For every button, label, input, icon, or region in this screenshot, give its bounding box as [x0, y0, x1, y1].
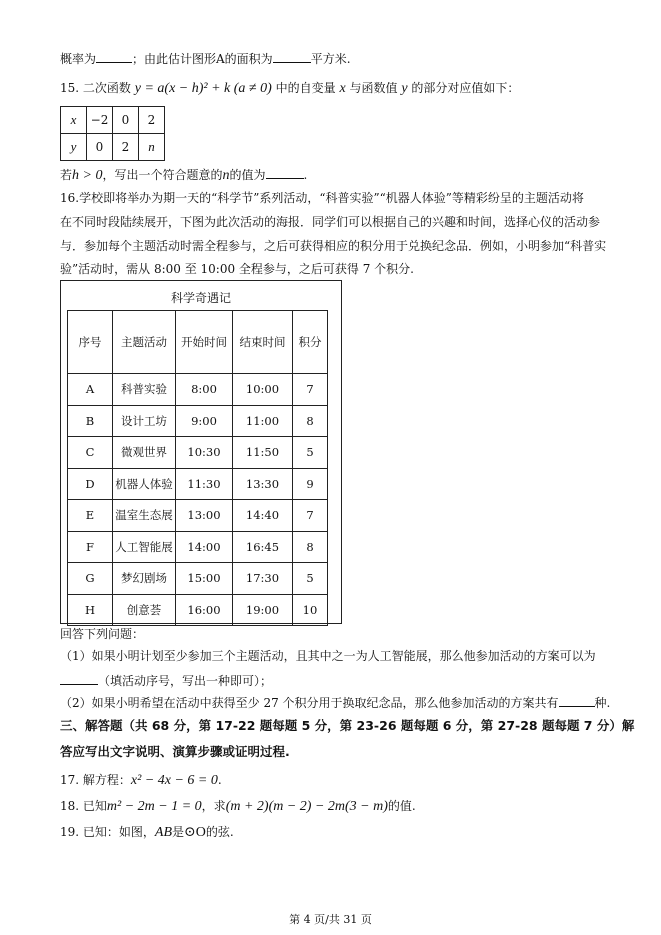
table-row	[68, 531, 328, 563]
table-cell: 8	[293, 531, 328, 563]
table-row	[68, 405, 328, 437]
table-cell: F	[68, 531, 113, 563]
table-cell: 10	[293, 594, 328, 626]
table-cell: 7	[293, 374, 328, 406]
header-start-time: 开始时间	[176, 311, 233, 374]
schedule-table	[67, 310, 328, 626]
header-index: 序号	[68, 311, 113, 374]
poster-title: 科学奇遇记	[170, 291, 231, 305]
q15-text-c: 与函数值	[349, 81, 398, 95]
q16-line-1: 16.学校即将举办为期一天的“科学节”系列活动，“科普实验”“机器人体验”等精彩纷呈的主题活动将	[60, 191, 584, 205]
table-cell: 15:00	[176, 563, 233, 595]
table-cell: 11:50	[233, 437, 293, 469]
table-cell: E	[68, 500, 113, 532]
table-cell: 16:45	[233, 531, 293, 563]
table-cell: A	[68, 374, 113, 406]
q18-condition: m² − 2m − 1 = 0	[106, 799, 202, 814]
q19-text-c: 的弦.	[205, 825, 234, 839]
q17-text: 17. 解方程：	[60, 773, 131, 787]
q14-blank-1[interactable]	[96, 50, 132, 63]
table-cell: 11:00	[233, 405, 293, 437]
q15-text-b: 中的自变量	[275, 81, 336, 95]
q18-text-c: 的值.	[387, 799, 416, 813]
q16-answer-intro: 回答下列问题：	[60, 627, 145, 641]
table-row	[68, 594, 328, 626]
table-cell: 微观世界	[113, 437, 176, 469]
q19-segment: AB	[154, 825, 173, 840]
table-cell: 科普实验	[113, 374, 176, 406]
q15-formula: y = a(x − h)² + k (a ≠ 0)	[134, 81, 272, 96]
table-header-row	[68, 311, 328, 374]
q16-line-2: 在不同时段陆续展开，下图为此次活动的海报．同学们可以根据自己的兴趣和时间，选择心仪的活动参	[60, 215, 601, 229]
q15-value-table	[60, 106, 165, 161]
q14-suffix: 平方米.	[310, 52, 351, 66]
table-cell: 2	[113, 134, 139, 161]
q19-text-b: 是	[172, 825, 185, 839]
q16-sub1-blank[interactable]	[60, 672, 98, 685]
table-cell: C	[68, 437, 113, 469]
q17-end: .	[217, 773, 222, 787]
table-cell: 2	[139, 107, 165, 134]
q18-text-b: ，求	[201, 799, 226, 813]
q16-sub1-text: （填活动序号，写出一种即可）；	[98, 674, 273, 688]
table-cell: 0	[113, 107, 139, 134]
q18-expression: (m + 2)(m − 2) − 2m(3 − m)	[225, 799, 388, 814]
table-cell: 0	[87, 134, 113, 161]
page-number-footer: 第 4 页/共 31 页	[289, 913, 372, 926]
table-cell: 温室生态展	[113, 500, 176, 532]
q14-middle: ；由此估计图形A的面积为	[132, 52, 273, 66]
q17-line	[60, 772, 222, 789]
q19-line	[60, 824, 234, 841]
q15-answer-blank[interactable]	[266, 166, 304, 179]
table-cell: 19:00	[233, 594, 293, 626]
q15-cond-end: .	[303, 168, 308, 182]
q18-line	[60, 798, 416, 815]
table-cell: 13:30	[233, 468, 293, 500]
table-cell: 14:40	[233, 500, 293, 532]
q16-sub1-line-2	[60, 672, 272, 689]
q16-line-3: 与．参加每个主题活动时需全程参与，之后可获得相应的积分用于兑换纪念品．例如，小明参加“科普实	[60, 239, 607, 253]
table-cell: x	[61, 107, 87, 134]
table-row	[68, 500, 328, 532]
table-cell: 设计工坊	[113, 405, 176, 437]
table-cell: 梦幻剧场	[113, 563, 176, 595]
q15-var-y: y	[401, 81, 408, 96]
header-points: 积分	[293, 311, 328, 374]
section3-heading-line-2: 答应写出文字说明、演算步骤或证明过程.	[60, 744, 290, 759]
q15-cond-a: 若	[60, 168, 73, 182]
table-cell: 11:30	[176, 468, 233, 500]
q16-sub2-text: （2）如果小明希望在活动中获得至少 27 个积分用于换取纪念品，那么他参加活动的方案共有	[60, 696, 559, 710]
q14-prefix: 概率为	[60, 52, 97, 66]
table-cell: 14:00	[176, 531, 233, 563]
table-cell: 人工智能展	[113, 531, 176, 563]
table-row	[61, 107, 165, 134]
q16-sub1-line-1: （1）如果小明计划至少参加三个主题活动，且其中之一为人工智能展，那么他参加活动的方案可以为	[60, 649, 596, 663]
header-activity: 主题活动	[113, 311, 176, 374]
q15-text-a: 二次函数	[82, 81, 131, 95]
table-row	[68, 563, 328, 595]
q14-line	[60, 50, 351, 67]
q17-formula: x² − 4x − 6 = 0	[130, 773, 218, 788]
table-cell: 机器人体验	[113, 468, 176, 500]
table-cell: 创意荟	[113, 594, 176, 626]
section3-heading-line-1: 三、解答题（共 68 分，第 17-22 题每题 5 分，第 23-26 题每题 6 分，第 27-28 题每题 7 分）解	[60, 718, 635, 733]
header-end-time: 结束时间	[233, 311, 293, 374]
table-cell: 13:00	[176, 500, 233, 532]
table-cell: −2	[87, 107, 113, 134]
q19-circle: ⊙O	[184, 825, 206, 840]
table-cell: 9	[293, 468, 328, 500]
table-cell: H	[68, 594, 113, 626]
q15-var-x: x	[339, 81, 346, 96]
table-row	[68, 468, 328, 500]
table-cell: 17:30	[233, 563, 293, 595]
q15-statement	[60, 80, 519, 97]
table-cell: 8:00	[176, 374, 233, 406]
table-cell: 16:00	[176, 594, 233, 626]
activity-poster	[60, 280, 342, 624]
q15-number: 15.	[60, 81, 80, 95]
q15-cond-math: h > 0	[72, 168, 103, 183]
q16-sub2-line	[60, 694, 610, 711]
q14-blank-2[interactable]	[273, 50, 311, 63]
table-row	[68, 374, 328, 406]
q19-text-a: 19. 已知：如图，	[60, 825, 155, 839]
q15-cond-c: 的值为	[229, 168, 266, 182]
table-row	[61, 134, 165, 161]
q16-line-4: 验”活动时，需从 8:00 至 10:00 全程参与，之后可获得 7 个积分.	[60, 262, 415, 276]
q16-sub2-end: 种.	[594, 696, 611, 710]
table-cell: 7	[293, 500, 328, 532]
q15-text-d: 的部分对应值如下：	[411, 81, 520, 95]
table-cell: G	[68, 563, 113, 595]
table-cell: 9:00	[176, 405, 233, 437]
table-cell: 8	[293, 405, 328, 437]
table-cell: y	[61, 134, 87, 161]
table-cell: 10:30	[176, 437, 233, 469]
table-row	[68, 437, 328, 469]
table-cell: n	[139, 134, 165, 161]
q15-cond-var: n	[222, 168, 230, 183]
table-cell: B	[68, 405, 113, 437]
table-cell: 5	[293, 437, 328, 469]
q18-text-a: 18. 已知	[60, 799, 107, 813]
table-cell: 5	[293, 563, 328, 595]
q15-condition	[60, 166, 307, 184]
q15-cond-b: ，写出一个符合题意的	[102, 168, 223, 182]
table-cell: 10:00	[233, 374, 293, 406]
q16-sub2-blank[interactable]	[559, 694, 595, 707]
table-cell: D	[68, 468, 113, 500]
